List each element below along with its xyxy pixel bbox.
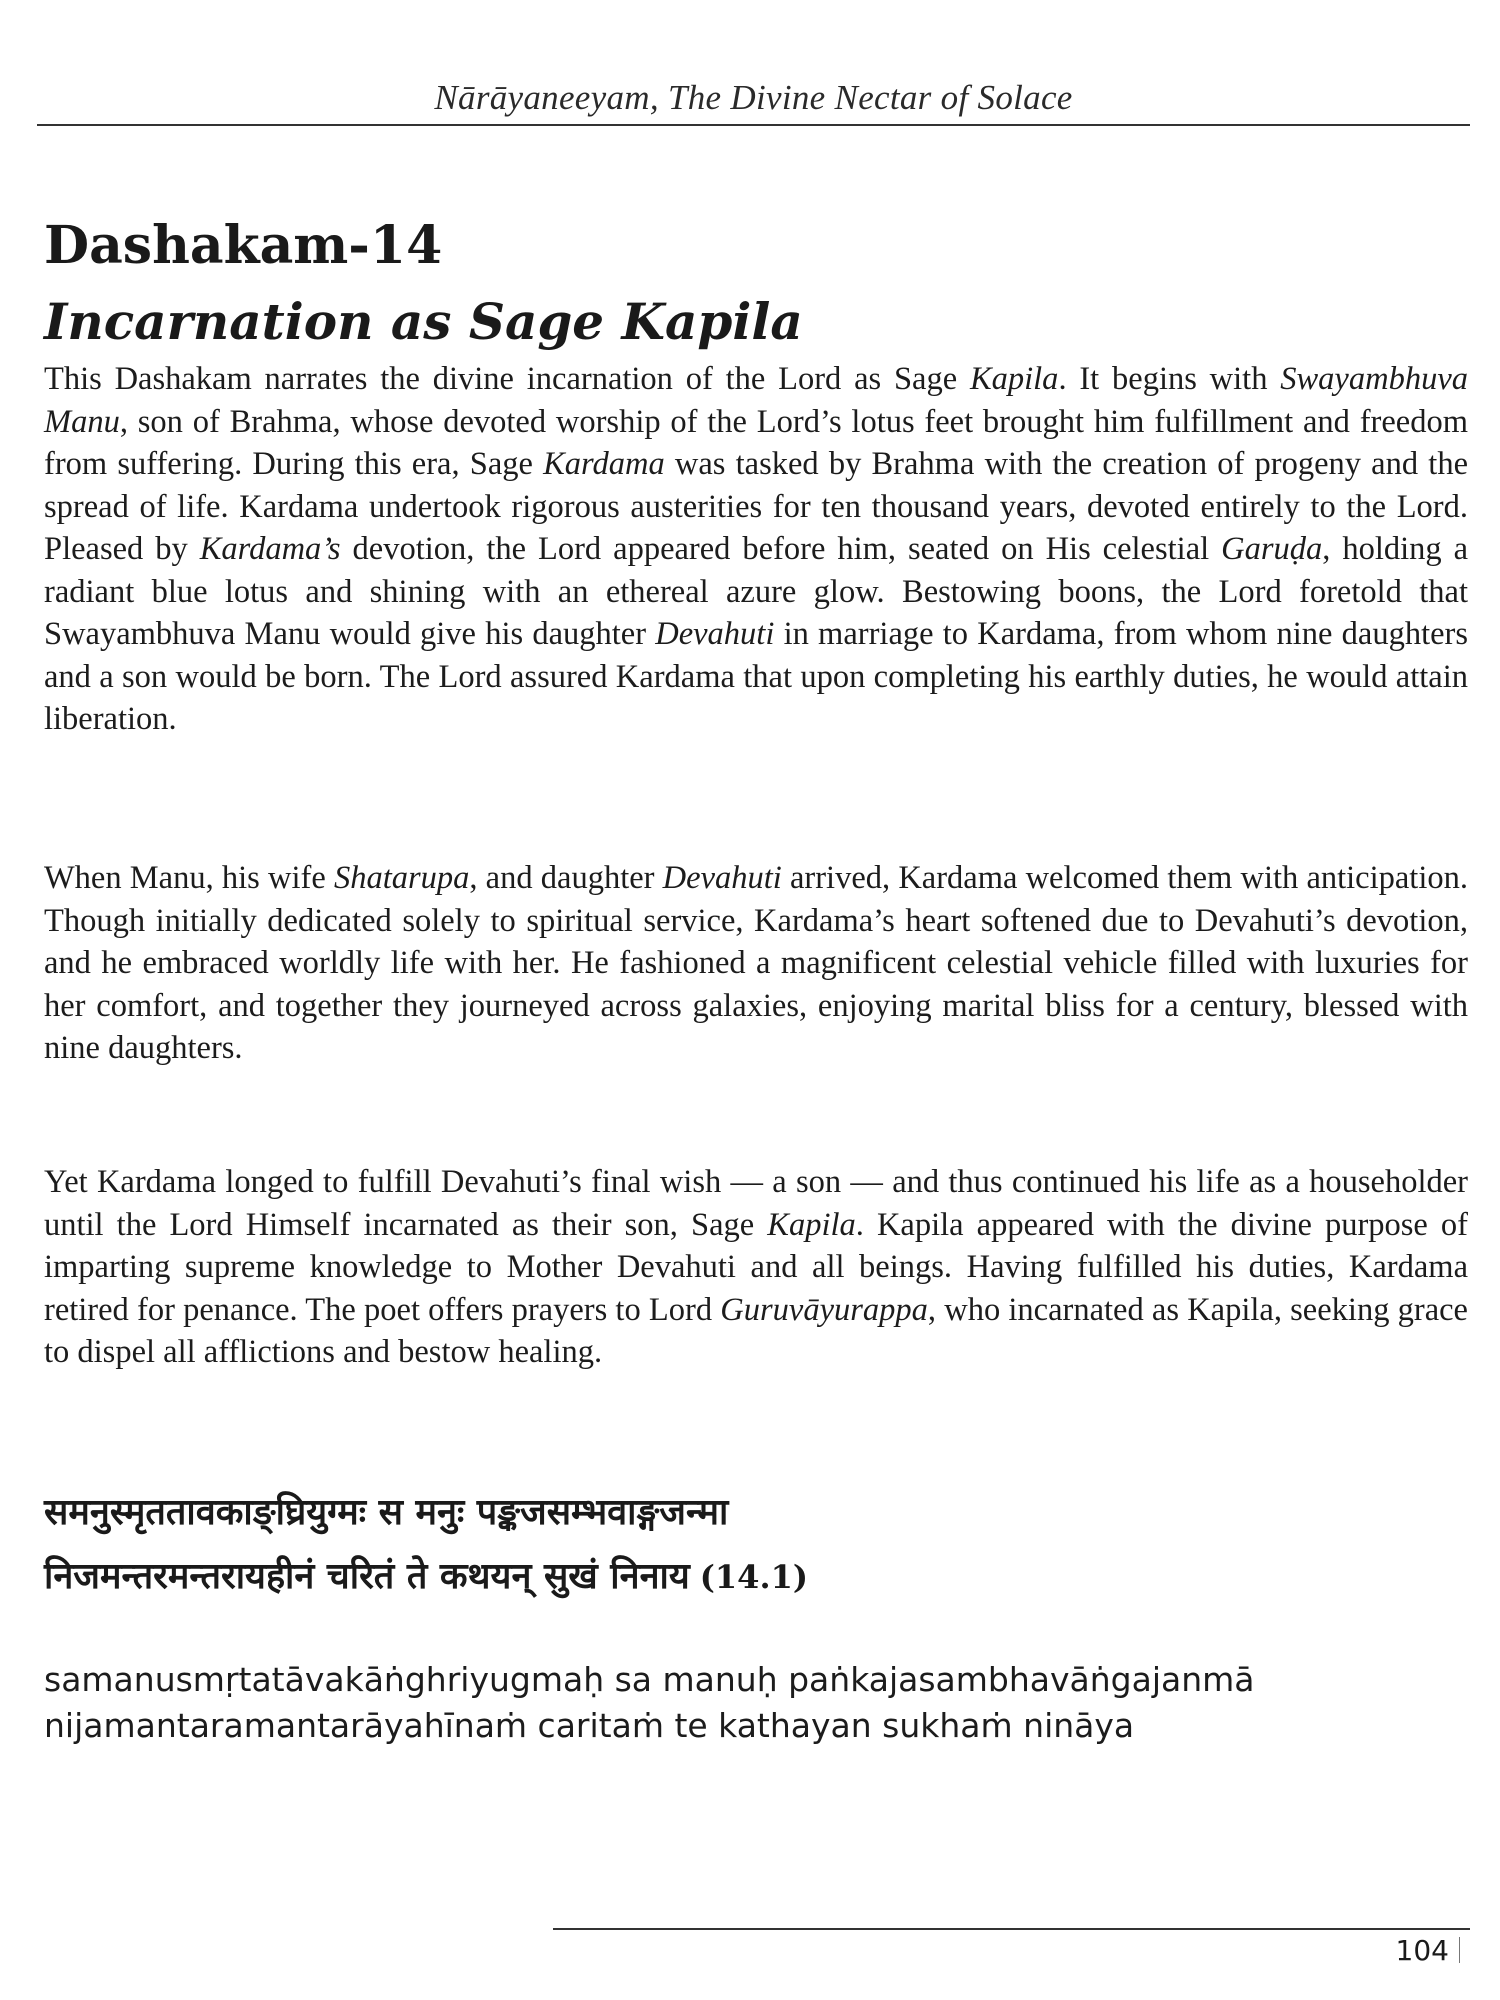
paragraph-text: Yet Kardama longed to fulfill Devahuti’s final wish — a son — and thus continued his life as a householder until the Lord Himself incarnated as their son, Sage: [44, 1164, 1468, 1243]
italic-term: Devahuti: [662, 860, 782, 896]
italic-term: Kardama’s: [199, 531, 341, 567]
paragraph-text: When Manu, his wife: [44, 860, 334, 896]
paragraph-1: [44, 358, 1468, 741]
paragraph-text: , holding a radiant blue lotus and shining with an ethereal azure glow. Bestowing boons, the Lord foretold that Swayambhuva Manu would give his daughter: [44, 531, 1469, 652]
paragraph-text: , who incarnated as Kapila, seeking grace to dispel all afflictions and bestow healing.: [44, 1291, 1468, 1370]
paragraph-text: devotion, the Lord appeared before him, seated on His celestial: [340, 531, 1222, 567]
paragraph-text: . It begins with: [1058, 361, 1281, 397]
italic-term: Guruvāyurappa: [720, 1291, 928, 1328]
running-header: Nārāyaneeyam, The Divine Nectar of Solace: [434, 78, 1073, 117]
verse-number: (14.1): [699, 1558, 808, 1596]
footer-rule: [553, 1928, 1470, 1930]
paragraph-text: was tasked by Brahma with the creation of progeny and the spread of life. Kardama undertook rigorous austerities for ten thousand years, devoted entirely to the Lord. Pleased by: [44, 446, 1468, 567]
transliteration-line-1: samanusmṛtatāvakāṅghriyugmaḥ sa manuḥ paṅkajasambhavāṅgajanmā: [44, 1660, 1255, 1699]
italic-term: Swayambhuva Manu: [44, 361, 1468, 440]
chapter-title: Incarnation as Sage Kapila: [44, 292, 803, 351]
sanskrit-verse-line-1: समनुस्मृततावकाङ्घ्रियुग्मः स मनुः पङ्कजसम्भवाङ्गजन्मा: [44, 1492, 729, 1533]
sanskrit-verse-line-2: [44, 1550, 808, 1599]
italic-term: Garuḍa: [1221, 531, 1323, 567]
paragraph-text: arrived, Kardama welcomed them with anticipation. Though initially dedicated solely to spiritual service, Kardama’s heart softened due to Devahuti’s devotion, and he embraced worldly life with her. He fashioned a magnificent celestial vehicle filled with luxuries for her comfort, and together they journeyed across galaxies, enjoying marital bliss for a century, blessed with nine daughters.: [44, 860, 1468, 1066]
italic-term: Kapila: [767, 1206, 856, 1243]
paragraph-text: , son of Brahma, whose devoted worship of the Lord’s lotus feet brought him fulfillment and freedom from suffering. During this era, Sage: [44, 403, 1468, 482]
italic-term: Kardama: [543, 446, 665, 482]
sanskrit-verse-line-2-text: निजमन्तरमन्तरायहीनं चरितं ते कथयन् सुखं निनाय: [44, 1556, 690, 1597]
header-rule: [37, 124, 1470, 126]
paragraph-text: in marriage to Kardama, from whom nine daughters and a son would be born. The Lord assured Kardama that upon completing his earthly duties, he would attain liberation.: [44, 616, 1468, 737]
chapter-number: Dashakam-14: [44, 215, 443, 276]
paragraph-text: . Kapila appeared with the divine purpose of imparting supreme knowledge to Mother Devahuti and all beings. Having fulfilled his duties, Kardama retired for penance. The poet offers prayers to Lord: [44, 1206, 1468, 1328]
italic-term: Shatarupa: [333, 860, 470, 896]
italic-term: Kapila: [969, 361, 1059, 397]
paragraph-text: This Dashakam narrates the divine incarnation of the Lord as Sage: [44, 361, 970, 397]
transliteration-line-2: nijamantaramantarāyahīnaṁ caritaṁ te kathayan sukhaṁ nināya: [44, 1706, 1135, 1745]
paragraph-2: [44, 857, 1468, 1070]
paragraph-3: [44, 1161, 1468, 1374]
paragraph-text: , and daughter: [469, 860, 663, 896]
italic-term: Devahuti: [655, 616, 775, 652]
page-number: 104: [1396, 1934, 1460, 1967]
